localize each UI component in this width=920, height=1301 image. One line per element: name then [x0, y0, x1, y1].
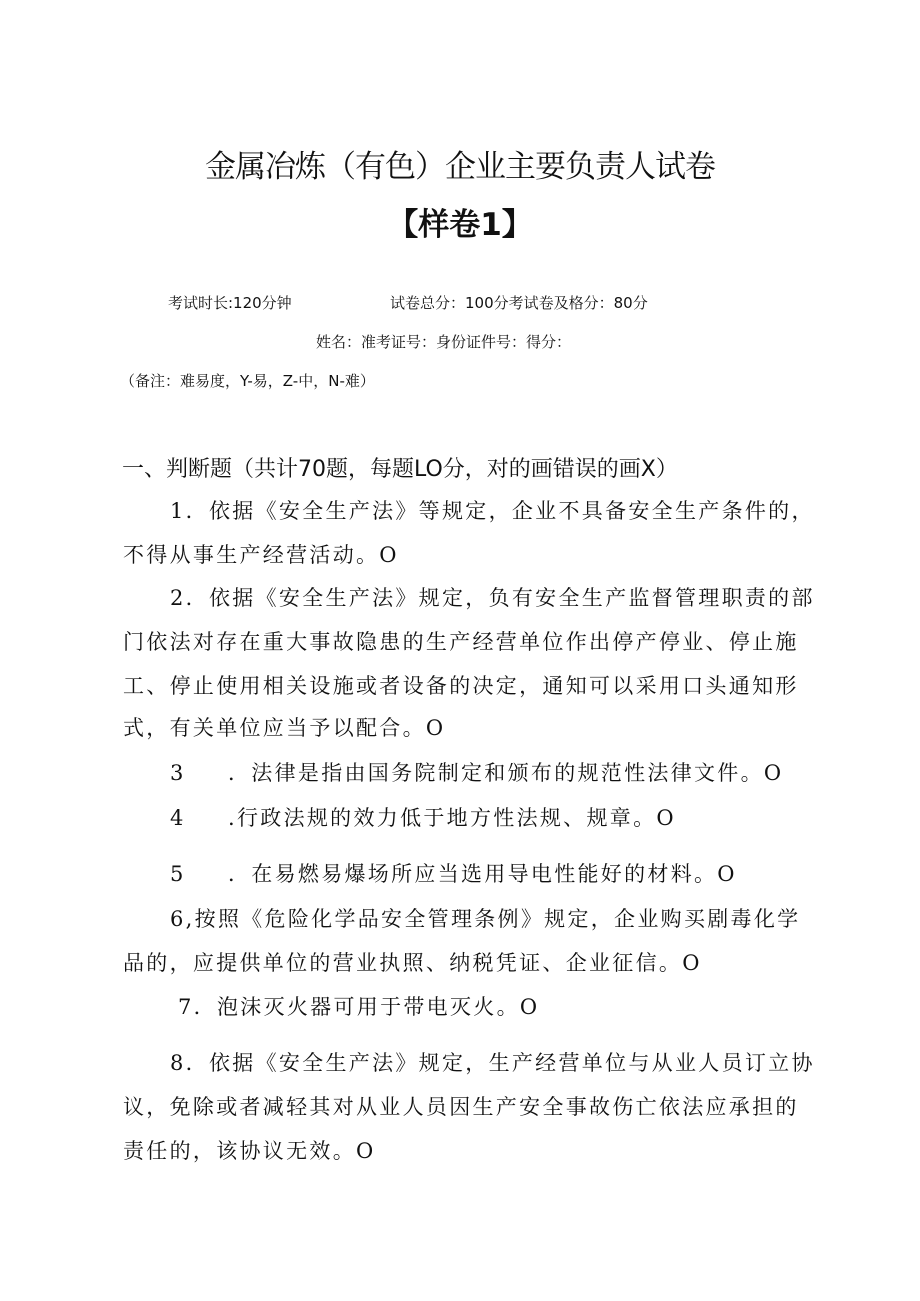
- question-7-text: ．泡沫灭火器可用于带电灭火。O: [193, 995, 540, 1019]
- question-3-line-1: [170, 757, 783, 787]
- question-5-line-1: [170, 858, 737, 888]
- question-3-text: ．法律是指由国务院制定和颁布的规范性法律文件。O: [228, 761, 784, 785]
- question-8-line-2: 议，免除或者减轻其对从业人员因生产安全事故伤亡依法应承担的: [123, 1095, 799, 1119]
- question-2-line-3: 工、停止使用相关设施或者设备的决定，通知可以采用口头通知形: [123, 674, 799, 698]
- question-1-line-1: [170, 495, 815, 525]
- candidate-fields: 姓名：准考证号：身份证件号：得分：: [316, 333, 572, 351]
- question-5-text: ．在易燃易爆场所应当选用导电性能好的材料。O: [228, 862, 737, 886]
- question-1-line-2: 不得从事生产经营活动。O: [123, 543, 399, 567]
- question-2-line-1: [170, 582, 815, 612]
- question-2-text: ．依据《安全生产法》规定，负有安全生产监督管理职责的部: [185, 586, 815, 610]
- question-8-text: ．依据《安全生产法》规定，生产经营单位与从业人员订立协: [185, 1051, 815, 1075]
- question-6-line-2: 品的，应提供单位的营业执照、纳税凭证、企业征信。O: [123, 951, 702, 975]
- question-6-line-1: [170, 903, 800, 933]
- section-heading: 一、判断题（共计70题，每题LO分，对的画错误的画X）: [122, 457, 678, 482]
- question-3-number: 3: [170, 761, 186, 785]
- difficulty-note: （备注：难易度，Y-易，Z-中，N-难）: [120, 372, 375, 390]
- question-8-line-3: 责任的，该协议无效。O: [123, 1139, 376, 1163]
- exam-score: 试卷总分：100分考试卷及格分：80分: [390, 294, 648, 312]
- question-6-number: 6,: [170, 907, 195, 931]
- question-8-line-1: [170, 1047, 815, 1077]
- question-8-number: 8: [170, 1051, 186, 1075]
- exam-subtitle: 【样卷1】: [387, 207, 533, 243]
- question-4-text: .行政法规的效力低于地方性法规、规章。O: [228, 806, 676, 830]
- question-2-line-4: 式，有关单位应当予以配合。O: [123, 716, 446, 740]
- exam-title: 金属冶炼（有色）企业主要负责人试卷: [205, 149, 715, 185]
- question-7-line-1: [178, 991, 539, 1021]
- question-5-number: 5: [170, 862, 186, 886]
- question-1-text: ．依据《安全生产法》等规定，企业不具备安全生产条件的，: [185, 499, 815, 523]
- question-2-line-2: 门依法对存在重大事故隐患的生产经营单位作出停产停业、停止施: [123, 630, 799, 654]
- question-4-line-1: [170, 802, 676, 832]
- question-4-number: 4: [170, 806, 186, 830]
- question-1-number: 1: [170, 499, 186, 523]
- question-2-number: 2: [170, 586, 186, 610]
- question-7-number: 7: [178, 995, 194, 1019]
- exam-duration: 考试时长:120分钟: [168, 294, 292, 312]
- question-6-text: 按照《危险化学品安全管理条例》规定，企业购买剧毒化学: [194, 907, 801, 931]
